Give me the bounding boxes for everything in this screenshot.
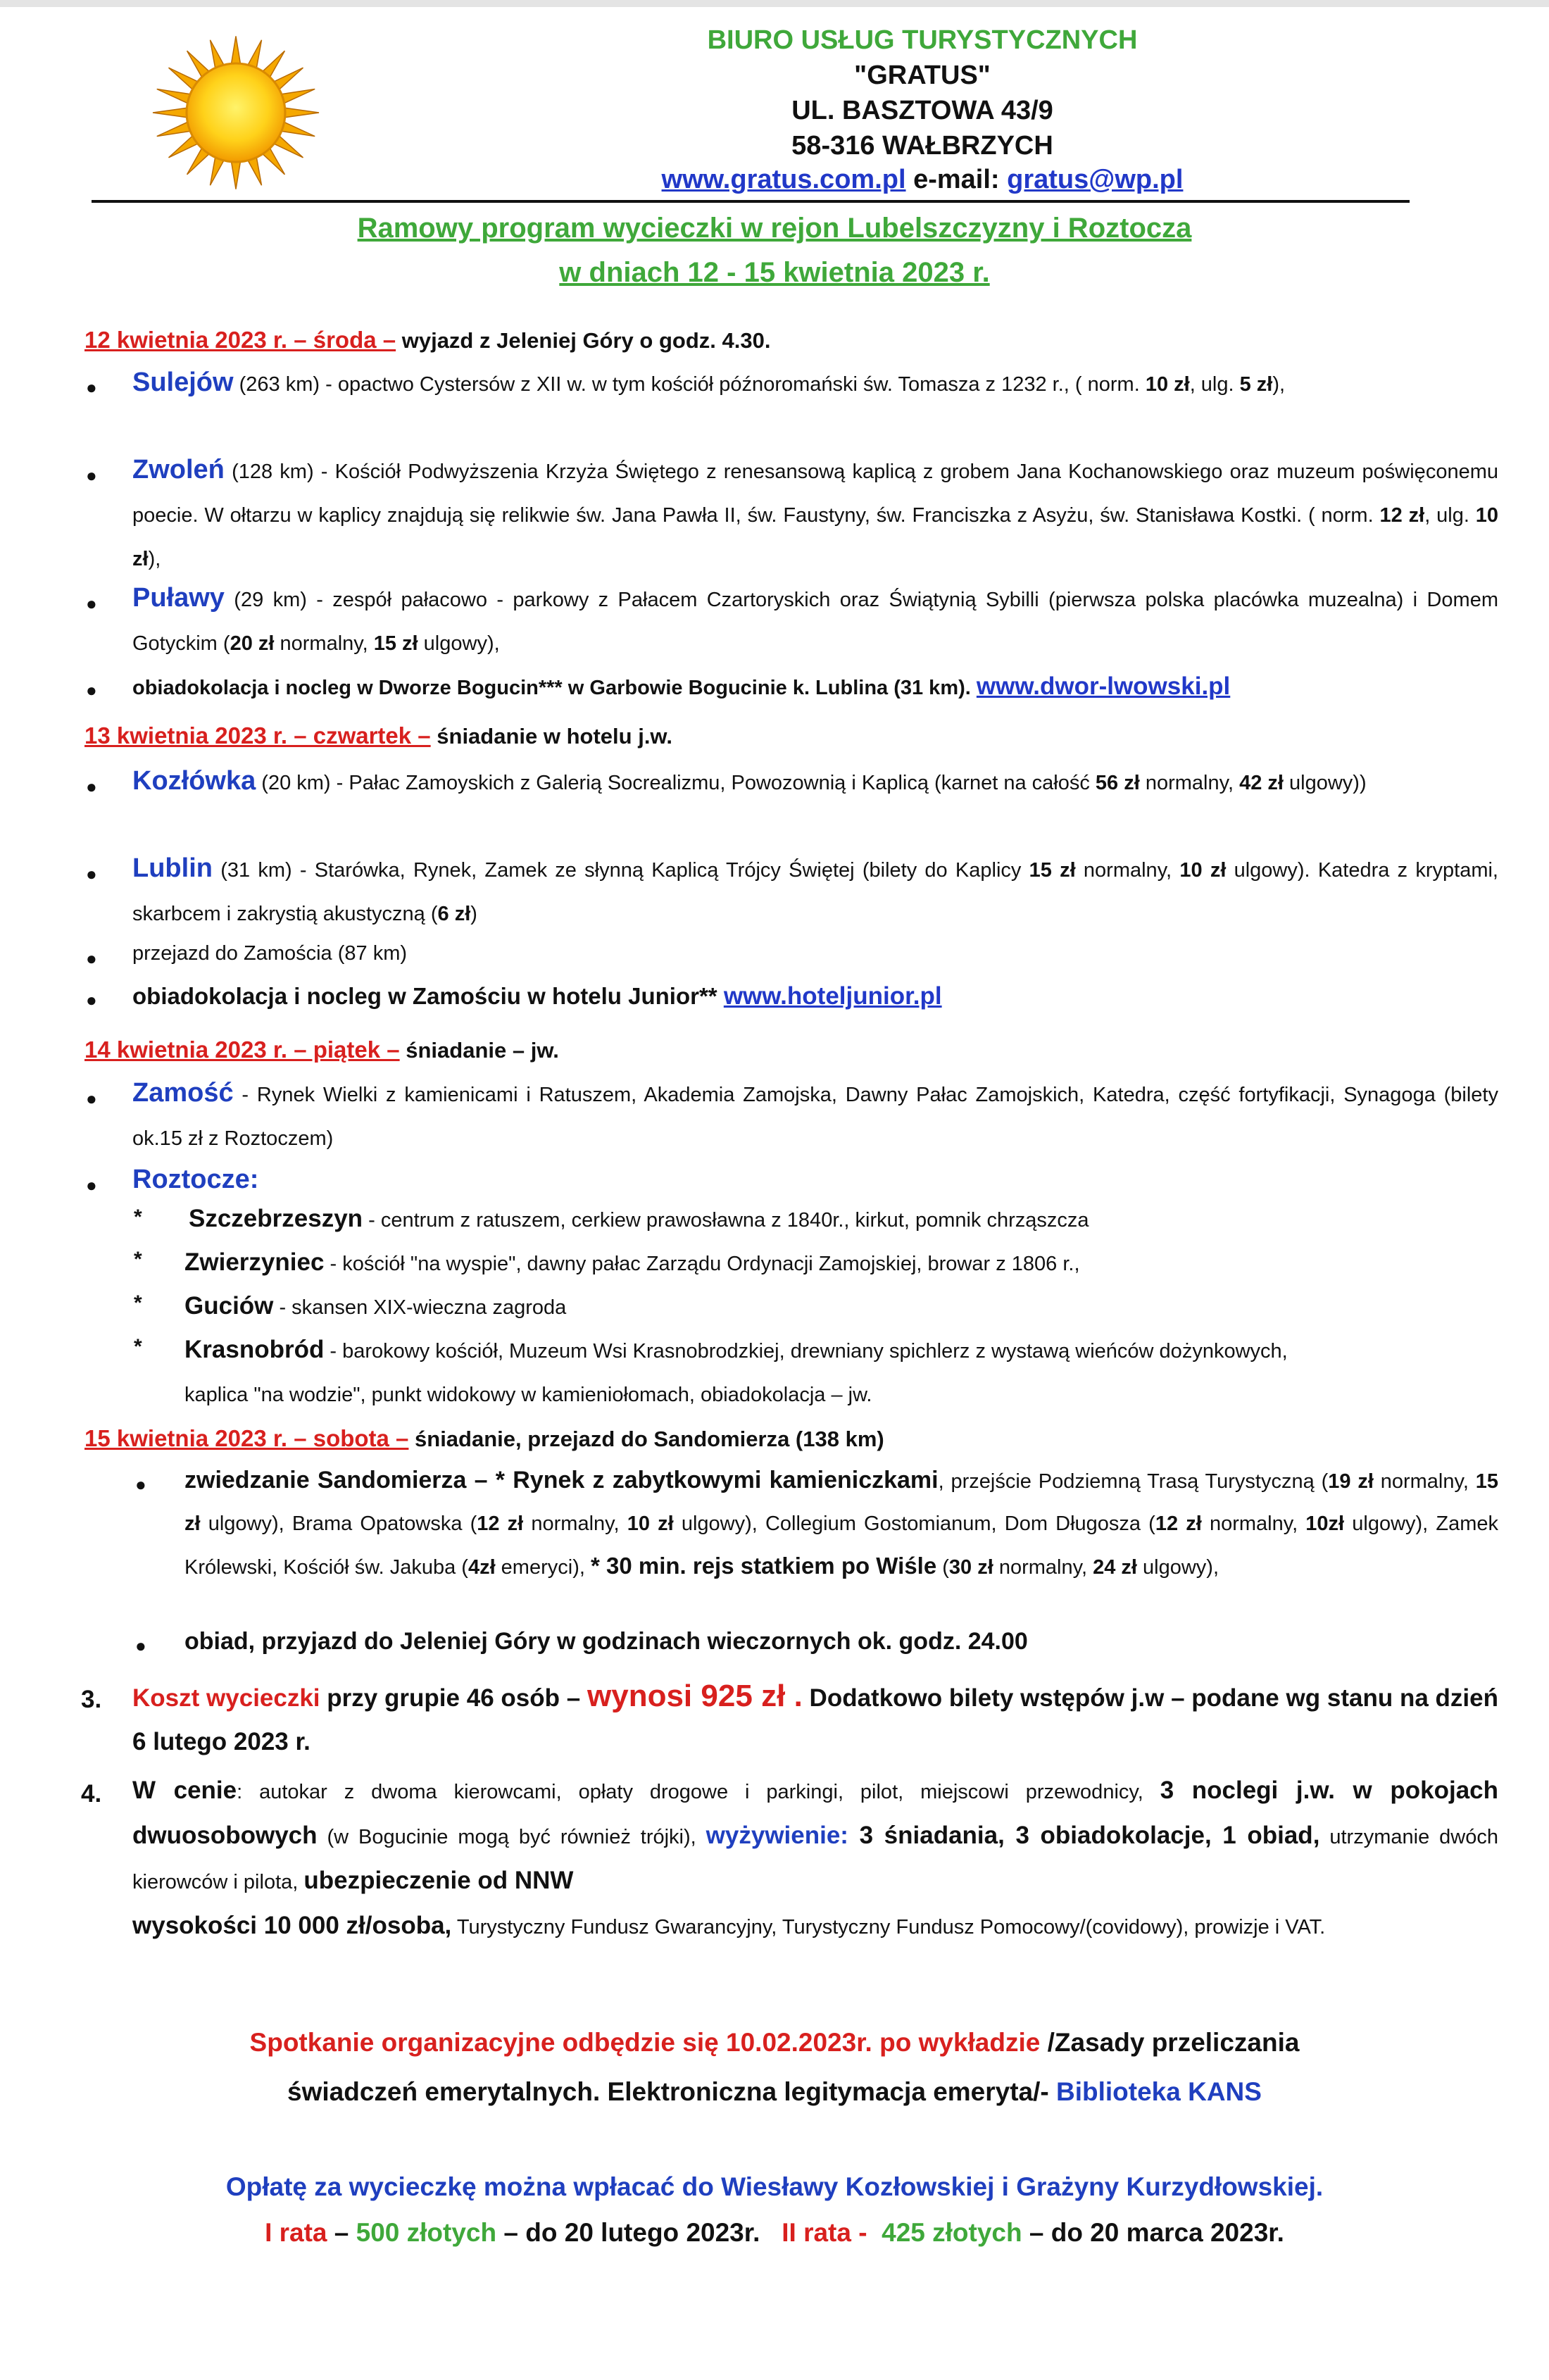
item-text: ulgowy), Zamek Królewski, Kościół św. Jakuba ( bbox=[184, 1512, 1499, 1579]
price: 4zł bbox=[468, 1556, 496, 1579]
item-text: , ulg. bbox=[1189, 373, 1240, 396]
agency-street: UL. BASZTOWA 43/9 bbox=[791, 96, 1053, 125]
price: 10 zł bbox=[132, 504, 1499, 570]
price: 6 zł bbox=[437, 903, 471, 925]
item-text: * 30 min. rejs statkiem po Wiśle bbox=[590, 1553, 937, 1579]
list-item-sulejow bbox=[132, 361, 1498, 406]
item-text: normalny, bbox=[1139, 772, 1240, 794]
price: 12 zł bbox=[1379, 504, 1425, 527]
day1-date: 12 kwietnia 2023 r. – środa – bbox=[84, 327, 396, 353]
price: 30 zł bbox=[948, 1556, 993, 1579]
item-text: ) bbox=[470, 903, 477, 925]
item-text: utrzymanie dwóch kierowców i pilota, bbox=[132, 1826, 1498, 1893]
list-item-kozlowka bbox=[132, 759, 1498, 805]
item-text: normalny, bbox=[1373, 1470, 1476, 1493]
price: 12 zł bbox=[477, 1512, 524, 1535]
item-text: ubezpieczenie od NNW bbox=[303, 1867, 574, 1894]
place-name: Roztocze: bbox=[132, 1165, 259, 1194]
bullet-icon: ● bbox=[86, 989, 97, 1010]
day2-heading bbox=[84, 721, 672, 751]
installment-2-label: II rata bbox=[760, 2218, 851, 2247]
subitem-guciow bbox=[184, 1284, 1498, 1329]
subitem-szczebrzeszyn bbox=[184, 1197, 1503, 1242]
bullet-icon: ● bbox=[86, 377, 97, 398]
place-name: Lublin bbox=[132, 853, 213, 883]
star-bullet: * bbox=[134, 1205, 142, 1229]
list-item-return: obiad, przyjazd do Jeleniej Góry w godzinach wieczornych ok. godz. 24.00 bbox=[184, 1628, 1028, 1655]
price: 10 zł bbox=[1179, 859, 1227, 882]
day4-heading bbox=[84, 1424, 884, 1454]
day1-heading bbox=[84, 325, 770, 356]
item-text: - barokowy kościół, Muzeum Wsi Krasnobrodzkiej, drewniany spichlerz z wystawą wieńców dożynkowych, kaplica "na wodzie", punkt widokowy w kamieniołomach, obiadokolacja – jw. bbox=[184, 1340, 1288, 1406]
place-name: Zwierzyniec bbox=[184, 1248, 325, 1276]
agency-city: 58-316 WAŁBRZYCH bbox=[791, 131, 1053, 161]
item-text: wysokości 10 000 zł/osoba, bbox=[132, 1912, 452, 1939]
item-text: 3 noclegi j.w. w pokojach dwuosobowych bbox=[132, 1777, 1498, 1849]
price-includes bbox=[132, 1769, 1498, 1949]
item-text: emeryci), bbox=[495, 1556, 591, 1579]
bullet-icon: ● bbox=[135, 1474, 146, 1495]
price: 5 zł bbox=[1239, 373, 1273, 396]
item-text: - Rynek Wielki z kamienicami i Ratuszem, Akademia Zamojska, Dawny Pałac Zamojskich, Katedra, część fortyfikacji, Synagoga (bilety ok.15 zł z Roztoczem) bbox=[132, 1084, 1498, 1150]
installment-1-date: – do 20 lutego 2023r. bbox=[496, 2218, 760, 2247]
meeting-announcement: Spotkanie organizacyjne odbędzie się 10.02.2023r. po wykładzie bbox=[249, 2028, 1041, 2057]
item-text: normalny, bbox=[1075, 859, 1180, 882]
item-text: obiadokolacja i nocleg w Dworze Bogucin*** w Garbowie Bogucinie k. Lublina (31 km). bbox=[132, 677, 977, 699]
list-item-overnight-1 bbox=[132, 665, 1498, 710]
trip-cost bbox=[132, 1674, 1498, 1764]
installment-2-date: – do 20 marca 2023r. bbox=[1022, 2218, 1284, 2247]
day2-note: śniadanie w hotelu j.w. bbox=[430, 724, 673, 749]
bullet-icon: ● bbox=[86, 1175, 97, 1196]
price: 15 zł bbox=[184, 1470, 1499, 1535]
item-text: przy grupie 46 osób – bbox=[320, 1684, 588, 1712]
price: 42 zł bbox=[1239, 772, 1284, 794]
item-text: , przejście Podziemną Trasą Turystyczną ( bbox=[938, 1470, 1329, 1493]
item-text: Dodatkowo bilety wstępów j.w – podane wg stanu na dzień 6 lutego 2023 r. bbox=[132, 1684, 1499, 1755]
item-text: normalny, bbox=[1201, 1512, 1306, 1535]
price: 56 zł bbox=[1095, 772, 1140, 794]
place-name: Szczebrzeszyn bbox=[189, 1205, 363, 1232]
item-text: ulgowy), bbox=[418, 632, 500, 655]
section-number: 3. bbox=[81, 1686, 102, 1713]
list-item-transfer: przejazd do Zamościa (87 km) bbox=[132, 942, 408, 965]
list-item-zamosc bbox=[132, 1071, 1498, 1160]
item-text: (263 km) - opactwo Cystersów z XII w. w tym kościół późnoromański św. Tomasza z 1232 r., ( norm. bbox=[233, 373, 1146, 396]
website-link[interactable]: www.gratus.com.pl bbox=[661, 165, 906, 194]
list-item-pulawy bbox=[132, 576, 1498, 665]
meeting-line2 bbox=[0, 2077, 1549, 2107]
star-bullet: * bbox=[134, 1291, 142, 1315]
list-item-lublin bbox=[132, 846, 1498, 936]
price: 15 zł bbox=[373, 632, 418, 655]
price: 19 zł bbox=[1328, 1470, 1374, 1493]
item-text: ulgowy), Collegium Gostomianum, Dom Długosza ( bbox=[673, 1512, 1155, 1535]
item-text: normalny, bbox=[523, 1512, 627, 1535]
item-text: Turystyczny Fundusz Gwarancyjny, Turystyczny Fundusz Pomocowy/(covidowy), prowizje i VAT. bbox=[451, 1916, 1326, 1939]
bullet-icon: ● bbox=[86, 593, 97, 614]
sun-ray bbox=[281, 107, 320, 118]
hotel-link[interactable]: www.hoteljunior.pl bbox=[723, 982, 942, 1010]
email-link[interactable]: gratus@wp.pl bbox=[1007, 165, 1184, 194]
page-title-line2: w dniach 12 - 15 kwietnia 2023 r. bbox=[559, 257, 990, 288]
day4-note: śniadanie, przejazd do Sandomierza (138 km) bbox=[408, 1427, 884, 1451]
bullet-icon: ● bbox=[86, 465, 97, 486]
includes-label: W cenie bbox=[132, 1777, 237, 1804]
price: 24 zł bbox=[1093, 1556, 1137, 1579]
installment-1-amount: 500 złotych bbox=[356, 2218, 497, 2247]
item-text: ulgowy)) bbox=[1283, 772, 1367, 794]
item-text: : autokar z dwoma kierowcami, opłaty drogowe i parkingi, pilot, miejscowi przewodnicy, bbox=[237, 1781, 1160, 1803]
item-text: - skansen XIX-wieczna zagroda bbox=[273, 1296, 567, 1319]
bullet-icon: ● bbox=[86, 776, 97, 797]
meeting-line1 bbox=[0, 2028, 1549, 2058]
email-label: e-mail: bbox=[913, 165, 1000, 194]
cost-amount: wynosi 925 zł . bbox=[587, 1679, 803, 1713]
place-name: Sulejów bbox=[132, 368, 234, 397]
top-border bbox=[0, 0, 1549, 7]
list-item-sandomierz bbox=[184, 1459, 1498, 1589]
item-text: ), bbox=[148, 548, 161, 570]
place-name: Guciów bbox=[184, 1292, 274, 1320]
price: 20 zł bbox=[230, 632, 275, 655]
item-text: ulgowy), Brama Opatowska ( bbox=[200, 1512, 477, 1535]
header-divider bbox=[92, 200, 1410, 203]
star-bullet: * bbox=[134, 1248, 142, 1271]
item-text: normalny, bbox=[274, 632, 374, 655]
item-text: normalny, bbox=[993, 1556, 1093, 1579]
item-text: /Zasady przeliczania bbox=[1040, 2028, 1300, 2057]
item-text: - bbox=[851, 2218, 882, 2247]
item-text: (31 km) - Starówka, Rynek, Zamek ze słynną Kaplicą Trójcy Świętej (bilety do Kaplicy bbox=[212, 859, 1029, 882]
installment-1-label: I rata bbox=[265, 2218, 327, 2247]
item-text: – bbox=[327, 2218, 356, 2247]
place-name: Puławy bbox=[132, 583, 225, 613]
day3-note: śniadanie – jw. bbox=[399, 1038, 559, 1063]
item-text: ), bbox=[1272, 373, 1286, 396]
installment-2-amount: 425 złotych bbox=[882, 2218, 1022, 2247]
subitem-zwierzyniec bbox=[184, 1241, 1498, 1286]
item-text: (128 km) - Kościół Podwyższenia Krzyża Świętego z renesansową kaplicą z grobem Jana Kochanowskiego oraz muzeum poświęconemu poecie. W ołtarzu w kaplicy znajdują się relikwie św. Jana Pawła II, św. Faustyny, św. Franciszka z Asyżu, św. Stanisława Kostki. ( norm. bbox=[132, 461, 1498, 527]
price: 10 zł bbox=[627, 1512, 674, 1535]
day3-heading bbox=[84, 1035, 559, 1065]
page-title-line1: Ramowy program wycieczki w rejon Lubelszczyzny i Roztocza bbox=[357, 213, 1192, 244]
place-name: Zwoleń bbox=[132, 455, 225, 484]
bullet-icon: ● bbox=[86, 679, 97, 701]
price: 15 zł bbox=[1029, 859, 1076, 882]
item-text: - kościół "na wyspie", dawny pałac Zarządu Ordynacji Zamojskiej, browar z 1806 r., bbox=[324, 1253, 1080, 1275]
item-text: zwiedzanie Sandomierza – * Rynek z zabytkowymi kamieniczkami bbox=[184, 1467, 939, 1493]
cost-label: Koszt wycieczki bbox=[132, 1684, 320, 1712]
agency-name: BIURO USŁUG TURYSTYCZNYCH bbox=[707, 25, 1138, 55]
item-text: (w Bogucinie mogą być również trójki), bbox=[317, 1826, 706, 1848]
day1-note: wyjazd z Jeleniej Góry o godz. 4.30. bbox=[396, 328, 771, 353]
item-text: obiadokolacja i nocleg w Zamościu w hotelu Junior** bbox=[132, 983, 724, 1009]
bullet-icon: ● bbox=[135, 1635, 146, 1656]
payment-info: Opłatę za wycieczkę można wpłacać do Wiesławy Kozłowskiej i Grażyny Kurzydłowskiej. bbox=[225, 2172, 1324, 2201]
item-text: ( bbox=[936, 1556, 949, 1579]
list-item-overnight-2 bbox=[132, 975, 1498, 1020]
place-name: Krasnobród bbox=[184, 1336, 325, 1363]
price: 10zł bbox=[1305, 1512, 1345, 1535]
item-text: ulgowy), bbox=[1136, 1556, 1219, 1579]
meeting-place: Biblioteka KANS bbox=[1048, 2077, 1262, 2106]
agency-contact bbox=[634, 162, 1211, 197]
item-text: - centrum z ratuszem, cerkiew prawosławna z 1840r., kirkut, pomnik chrząszcza bbox=[363, 1209, 1089, 1232]
hotel-link[interactable]: www.dwor-lwowski.pl bbox=[976, 672, 1231, 700]
star-bullet: * bbox=[134, 1335, 142, 1358]
price: 10 zł bbox=[1145, 373, 1190, 396]
bullet-icon: ● bbox=[86, 1088, 97, 1109]
sun-ray bbox=[153, 107, 192, 118]
day4-date: 15 kwietnia 2023 r. – sobota – bbox=[84, 1425, 409, 1451]
subitem-krasnobrod bbox=[184, 1328, 1311, 1417]
price: 12 zł bbox=[1155, 1512, 1202, 1535]
bullet-icon: ● bbox=[86, 948, 97, 969]
meals-label: wyżywienie: bbox=[705, 1822, 848, 1849]
sun-logo-icon bbox=[127, 28, 345, 197]
day3-date: 14 kwietnia 2023 r. – piątek – bbox=[84, 1036, 400, 1063]
bullet-icon: ● bbox=[86, 863, 97, 884]
item-text: ulgowy). Katedra z kryptami, skarbcem i zakrystią akustyczną ( bbox=[132, 859, 1498, 925]
day2-date: 13 kwietnia 2023 r. – czwartek – bbox=[84, 722, 431, 749]
section-number: 4. bbox=[81, 1780, 102, 1808]
place-name: Kozłówka bbox=[132, 766, 256, 796]
agency-brand: "GRATUS" bbox=[854, 61, 991, 90]
item-text: świadczeń emerytalnych. Elektroniczna legitymacja emeryta/- bbox=[287, 2077, 1049, 2106]
place-name: Zamość bbox=[132, 1078, 234, 1108]
item-text: , ulg. bbox=[1424, 504, 1476, 527]
payment-installments bbox=[0, 2218, 1549, 2248]
list-item-zwolen bbox=[132, 448, 1498, 581]
item-text: (29 km) - zespół pałacowo - parkowy z Pałacem Czartoryskich oraz Świątynią Sybilli (pierwsza polska placówka muzealna) i Domem Gotyckim ( bbox=[132, 589, 1498, 655]
item-text: 3 śniadania, 3 obiadokolacje, 1 obiad, bbox=[848, 1822, 1320, 1849]
item-text: (20 km) - Pałac Zamoyskich z Galerią Socrealizmu, Powozownią i Kaplicą (karnet na całość bbox=[256, 772, 1096, 794]
